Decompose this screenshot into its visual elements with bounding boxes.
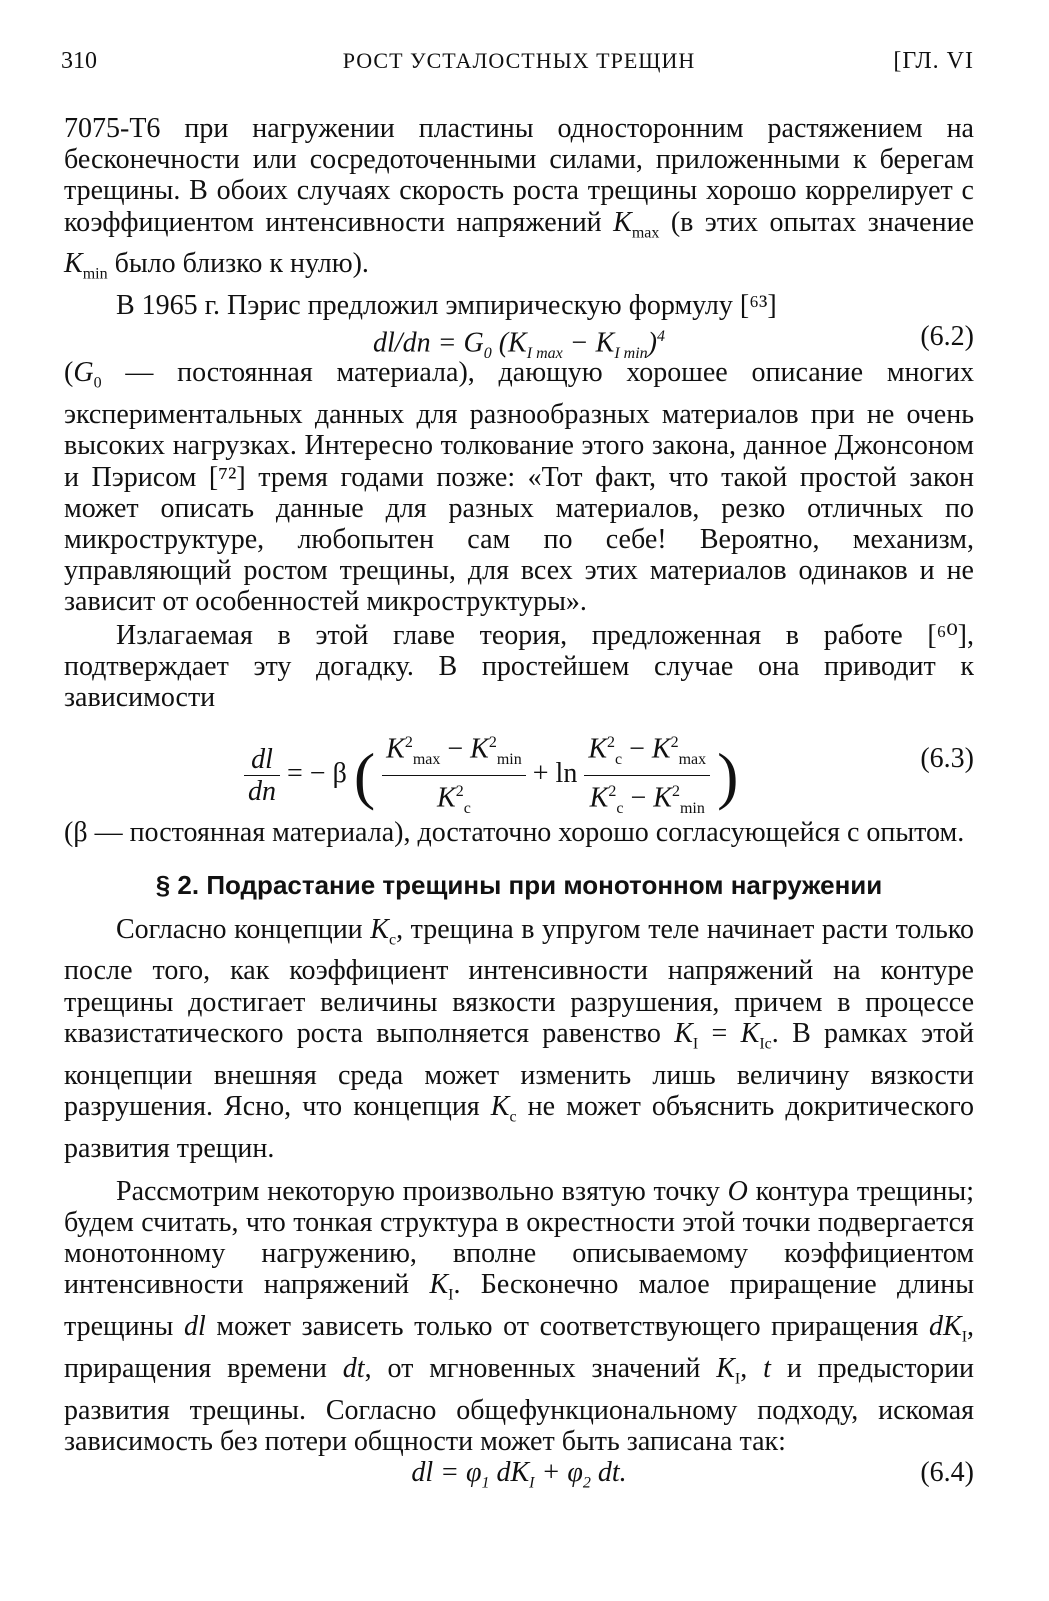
paragraph-7: Рассмотрим некоторую произвольно взятую точку O контура трещины; будем считать, что тонкая структура в окрестности этой точки подвергается монотонному нагружению, вполне описываемому коэффициентом интенсивности напряжений $K_I$. Бесконечно малое приращение длины трещины dl может зависеть только от соответствующего приращения $dK_I$, приращения времени dt, от мгновенных значений $K_I$, t и предыстории развития трещины. Согласно общефункциональному подходу, искомая зависимость без потери общности может быть записана так: bbox=[64, 1175, 975, 1458]
running-title: РОСТ УСТАЛОСТНЫХ ТРЕЩИН bbox=[342, 48, 696, 73]
paragraph-2: В 1965 г. Пэрис предложил эмпирическую формулу [⁶³] bbox=[116, 290, 777, 322]
equation-number: (6.4) bbox=[920, 1457, 974, 1489]
section-heading: § 2. Подрастание трещины при монотонном нагружении bbox=[155, 870, 883, 901]
paragraph-4: Излагаемая в этой главе теория, предложенная в работе [⁶⁰], подтверждает эту догадку. В простейшем случае она приводит к зависимости bbox=[64, 619, 974, 714]
equation-number: (6.2) bbox=[920, 321, 974, 353]
chapter-label: [ГЛ. VI bbox=[893, 48, 974, 74]
equation-number: (6.3) bbox=[920, 743, 974, 775]
running-header bbox=[61, 48, 974, 78]
paragraph-1: 7075-Т6 при нагружении пластины односторонним растяжением на бесконечности или сосредоточенными силами, приложенными к берегам трещины. В обоих случаях скорость роста трещины хорошо коррелирует с коэффициентом интенсивности напряжений $K_{max}$ (в этих опытах значение $K_{min}$ было близко к нулю). bbox=[64, 113, 975, 283]
paragraph-3: ($G_0$ — постоянная материала), дающую хорошее описание многих экспериментальных данных для разнообразных материалов при не очень высоких нагрузках. Интересно толкование этого закона, данное Джонсоном и Пэрисом [⁷²] тремя годами позже: «Тот факт, что такой простой закон может описать данные для разных материалов, резко отличных по микроструктуре, любопытен сам по себе! Вероятно, механизм, управляющий ростом трещины, для всех этих материалов одинаков и не зависит от особенностей микроструктуры». bbox=[64, 357, 975, 618]
equation-6-3: $\frac{dl}{dn}$ = − β ( $\frac{K^2_{max} - K^2_{min}}{K^2_c}$ + ln $\frac{K^2_c - K^2_{max}}{K^2_c - K^2_{min}}$ ) (6.3) bbox=[64, 713, 974, 817]
body-text bbox=[64, 113, 974, 1493]
equation-6-2: $dl/dn = G_0$ $(K_{I max} - K_{I min})^4$ (6.2) bbox=[373, 321, 974, 363]
paragraph-6: Согласно концепции $K_c$, трещина в упругом теле начинает расти только после того, как коэффициент интенсивности напряжений на контуре трещины достигает величины вязкости разрушения, причем в процессе квазистатического роста выполняется равенство $K_I = K_{Ic}$. В рамках этой концепции внешняя среда может изменить лишь величину вязкости разрушения. Ясно, что концепция $K_c$ не может объяснить докритического развития трещин. bbox=[64, 913, 974, 1164]
page-number: 310 bbox=[61, 48, 97, 74]
paragraph-5: (β — постоянная материала), достаточно хорошо согласующейся с опытом. bbox=[64, 817, 965, 849]
equation-6-4: dl = $\varphi_1$ $dK_I + \varphi_2$ dt. (6.4) bbox=[411, 1457, 974, 1492]
